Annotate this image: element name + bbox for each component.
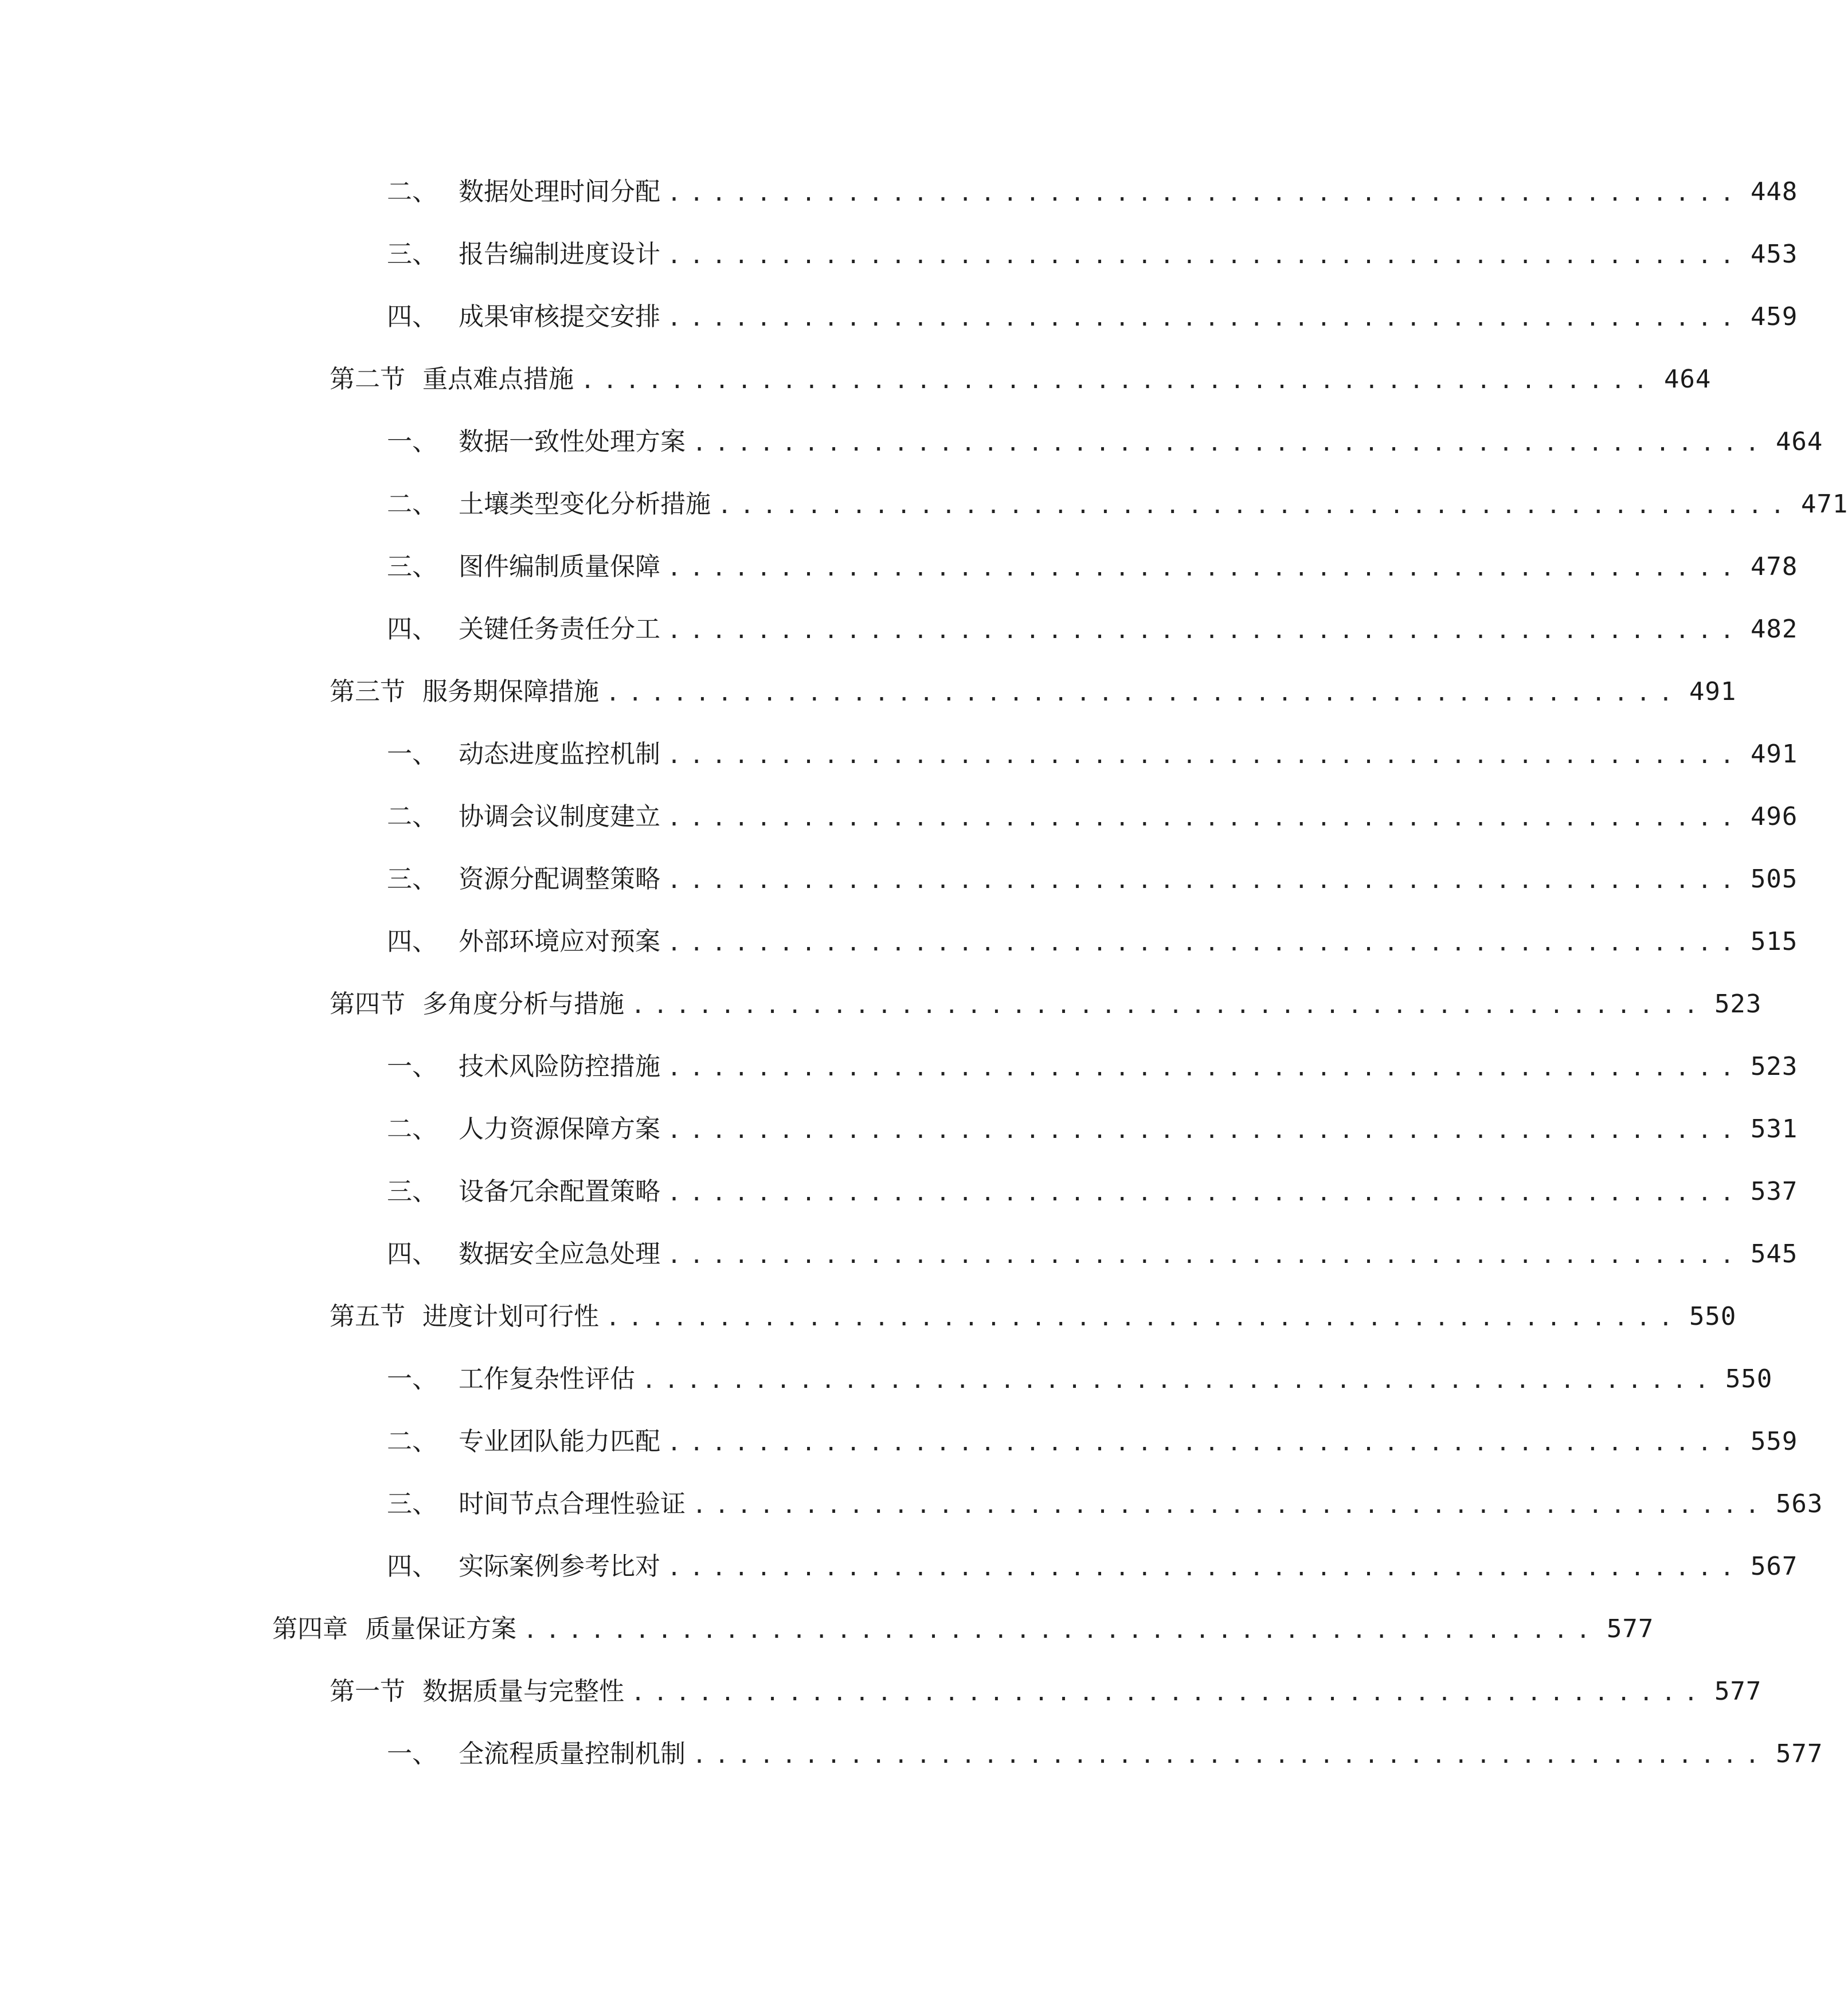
dot-leader: ................................................ xyxy=(667,1117,1743,1144)
toc-entry-page: 523 xyxy=(1750,1052,1798,1081)
toc-entry-page: 567 xyxy=(1750,1552,1798,1581)
toc-entry[interactable] xyxy=(387,294,1798,340)
toc-entry-page: 563 xyxy=(1775,1489,1823,1519)
toc-entry-title: 全流程质量控制机制 xyxy=(459,1739,686,1769)
toc-entry-page: 537 xyxy=(1750,1177,1798,1206)
toc-entry-number: 二、 xyxy=(387,1114,437,1144)
dot-leader: ................................................ xyxy=(667,1430,1743,1456)
toc-entry-number: 第一节 xyxy=(330,1677,405,1706)
toc-entry-title: 服务期保障措施 xyxy=(422,677,599,706)
dot-leader: ................................................ xyxy=(631,1680,1706,1706)
toc-entry[interactable] xyxy=(387,856,1798,902)
toc-entry-page: 482 xyxy=(1750,615,1798,644)
toc-entry-page: 550 xyxy=(1725,1364,1773,1394)
toc-entry[interactable] xyxy=(387,1731,1823,1777)
toc-entry-number: 四、 xyxy=(387,1552,437,1581)
toc-entry-title: 重点难点措施 xyxy=(422,365,574,394)
dot-leader: ................................................ xyxy=(667,1180,1743,1206)
toc-entry[interactable] xyxy=(387,1356,1773,1402)
toc-entry[interactable] xyxy=(330,1294,1737,1340)
toc-entry-title: 动态进度监控机制 xyxy=(459,740,660,769)
toc-entry-title: 数据处理时间分配 xyxy=(459,177,660,206)
toc-entry-title: 数据安全应急处理 xyxy=(459,1239,660,1269)
toc-entry[interactable] xyxy=(387,1231,1798,1277)
dot-leader: ................................................ xyxy=(581,367,1656,394)
toc-entry-page: 523 xyxy=(1714,989,1762,1019)
toc-entry[interactable] xyxy=(387,1419,1798,1465)
toc-entry[interactable] xyxy=(330,981,1762,1027)
toc-entry-number: 三、 xyxy=(387,1489,437,1519)
toc-entry-title: 多角度分析与措施 xyxy=(422,989,624,1019)
dot-leader: ................................................ xyxy=(667,805,1743,831)
toc-entry-title: 设备冗余配置策略 xyxy=(459,1177,660,1206)
toc-entry[interactable] xyxy=(387,919,1798,965)
toc-entry[interactable] xyxy=(272,1606,1654,1652)
toc-entry-page: 515 xyxy=(1750,927,1798,956)
dot-leader: ................................................ xyxy=(631,992,1706,1019)
toc-entry-page: 491 xyxy=(1750,740,1798,769)
toc-entry-page: 464 xyxy=(1663,365,1712,394)
dot-leader: ................................................ xyxy=(692,1492,1768,1519)
dot-leader: ................................................ xyxy=(642,1367,1717,1394)
toc-entry[interactable] xyxy=(387,544,1798,590)
toc-entry-number: 第三节 xyxy=(330,677,405,706)
dot-leader: ................................................ xyxy=(606,680,1681,706)
toc-entry-title: 外部环境应对预案 xyxy=(459,927,660,956)
dot-leader: ................................................ xyxy=(667,930,1743,956)
toc-entry-number: 一、 xyxy=(387,1052,437,1081)
toc-entry[interactable] xyxy=(387,1169,1798,1215)
toc-entry[interactable] xyxy=(387,1106,1798,1152)
toc-entry-title: 成果审核提交安排 xyxy=(459,302,660,331)
toc-entry-title: 实际案例参考比对 xyxy=(459,1552,660,1581)
toc-entry-title: 报告编制进度设计 xyxy=(459,240,660,269)
toc-entry-number: 二、 xyxy=(387,177,437,206)
toc-entry-number: 二、 xyxy=(387,802,437,831)
toc-entry[interactable] xyxy=(387,731,1798,777)
toc-entry-page: 464 xyxy=(1775,427,1823,456)
toc-entry-title: 工作复杂性评估 xyxy=(459,1364,635,1394)
toc-entry-number: 三、 xyxy=(387,864,437,894)
toc-entry-page: 448 xyxy=(1750,177,1798,206)
toc-entry-number: 一、 xyxy=(387,1364,437,1394)
dot-leader: ................................................ xyxy=(667,1555,1743,1581)
toc-entry-number: 一、 xyxy=(387,427,437,456)
dot-leader: ................................................ xyxy=(667,742,1743,769)
toc-entry[interactable] xyxy=(387,232,1798,277)
dot-leader: ................................................ xyxy=(692,430,1768,456)
toc-entry-page: 577 xyxy=(1714,1677,1762,1706)
toc-entry-page: 577 xyxy=(1606,1614,1654,1644)
toc-entry-title: 数据一致性处理方案 xyxy=(459,427,686,456)
toc-entry-number: 第四节 xyxy=(330,989,405,1019)
toc-entry-number: 第二节 xyxy=(330,365,405,394)
toc-entry-title: 质量保证方案 xyxy=(365,1614,516,1644)
toc-entry[interactable] xyxy=(387,1044,1798,1090)
toc-entry[interactable] xyxy=(387,169,1798,215)
toc-entry[interactable] xyxy=(330,1669,1762,1715)
toc-entry-number: 二、 xyxy=(387,490,437,519)
dot-leader: ................................................ xyxy=(667,1242,1743,1269)
toc-entry-page: 577 xyxy=(1775,1739,1823,1769)
toc-entry-page: 491 xyxy=(1689,677,1737,706)
dot-leader: ................................................ xyxy=(523,1617,1599,1644)
dot-leader: ................................................ xyxy=(667,555,1743,581)
toc-entry-title: 图件编制质量保障 xyxy=(459,552,660,581)
toc-entry-page: 478 xyxy=(1750,552,1798,581)
toc-entry-number: 第五节 xyxy=(330,1302,405,1331)
toc-entry[interactable] xyxy=(330,357,1712,402)
toc-entry-page: 505 xyxy=(1750,864,1798,894)
toc-entry-number: 四、 xyxy=(387,927,437,956)
toc-entry[interactable] xyxy=(387,482,1848,527)
toc-entry-title: 专业团队能力匹配 xyxy=(459,1427,660,1456)
toc-entry-page: 531 xyxy=(1750,1114,1798,1144)
dot-leader: ................................................ xyxy=(667,305,1743,331)
toc-entry-number: 三、 xyxy=(387,1177,437,1206)
toc-entry-number: 三、 xyxy=(387,552,437,581)
dot-leader: ................................................ xyxy=(667,1055,1743,1081)
toc-entry-title: 时间节点合理性验证 xyxy=(459,1489,686,1519)
toc-entry-title: 协调会议制度建立 xyxy=(459,802,660,831)
toc-entry-number: 一、 xyxy=(387,1739,437,1769)
toc-entry-page: 453 xyxy=(1750,240,1798,269)
dot-leader: ................................................ xyxy=(667,617,1743,644)
toc-entry-title: 关键任务责任分工 xyxy=(459,615,660,644)
toc-entry-title: 技术风险防控措施 xyxy=(459,1052,660,1081)
toc-entry-number: 二、 xyxy=(387,1427,437,1456)
toc-entry-page: 496 xyxy=(1750,802,1798,831)
toc-entry-page: 559 xyxy=(1750,1427,1798,1456)
dot-leader: ................................................ xyxy=(667,242,1743,269)
toc-entry[interactable] xyxy=(387,1544,1798,1590)
toc-entry-title: 资源分配调整策略 xyxy=(459,864,660,894)
toc-entry-page: 471 xyxy=(1800,490,1848,519)
dot-leader: ................................................ xyxy=(718,492,1793,519)
toc-entry-number: 四、 xyxy=(387,1239,437,1269)
toc-entry[interactable] xyxy=(387,607,1798,652)
dot-leader: ................................................ xyxy=(667,180,1743,206)
dot-leader: ................................................ xyxy=(606,1305,1681,1331)
toc-entry-number: 一、 xyxy=(387,740,437,769)
toc-entry-page: 545 xyxy=(1750,1239,1798,1269)
toc-entry-page: 459 xyxy=(1750,302,1798,331)
toc-entry-number: 四、 xyxy=(387,302,437,331)
toc-entry-number: 第四章 xyxy=(272,1614,348,1644)
toc-entry[interactable] xyxy=(330,669,1737,715)
toc-entry-number: 四、 xyxy=(387,615,437,644)
toc-entry[interactable] xyxy=(387,794,1798,840)
toc-entry-title: 人力资源保障方案 xyxy=(459,1114,660,1144)
toc-entry-title: 进度计划可行性 xyxy=(422,1302,599,1331)
toc-entry[interactable] xyxy=(387,419,1823,465)
toc-entry-page: 550 xyxy=(1689,1302,1737,1331)
toc-entry[interactable] xyxy=(387,1481,1823,1527)
toc-entry-title: 土壤类型变化分析措施 xyxy=(459,490,711,519)
dot-leader: ................................................ xyxy=(692,1742,1768,1769)
dot-leader: ................................................ xyxy=(667,867,1743,894)
toc-entry-title: 数据质量与完整性 xyxy=(422,1677,624,1706)
toc-entry-number: 三、 xyxy=(387,240,437,269)
